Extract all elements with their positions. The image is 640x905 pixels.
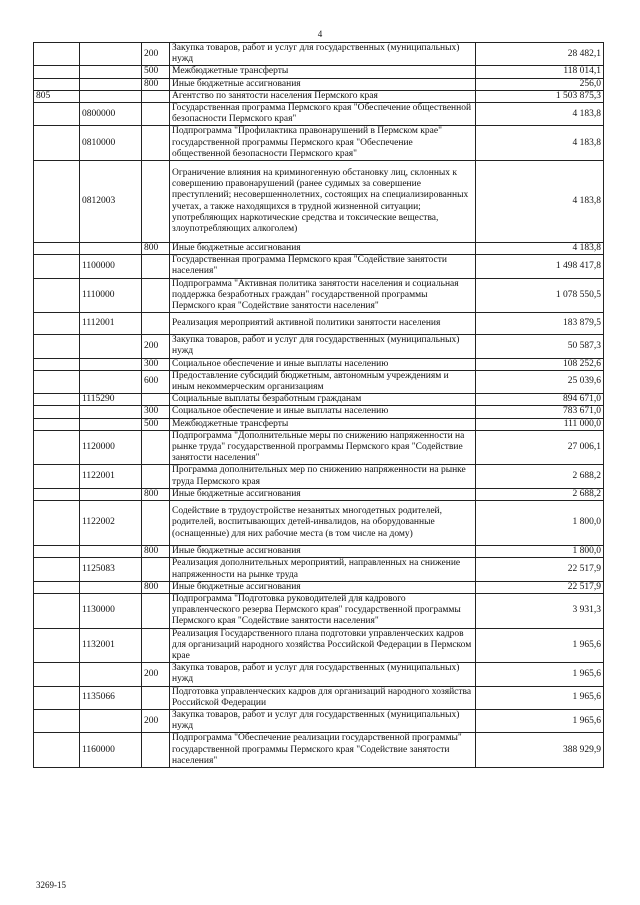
- expense-type: 500: [142, 66, 170, 78]
- expense-type: 800: [142, 546, 170, 558]
- amount: 1 965,6: [476, 686, 604, 709]
- table-row: [34, 418, 604, 430]
- amount: 50 587,3: [476, 335, 604, 358]
- item-name: Закупка товаров, работ и услуг для государственных (муниципальных) нужд: [170, 709, 476, 732]
- target-article: 1135066: [80, 686, 142, 709]
- target-article: 1120000: [80, 430, 142, 465]
- section-code: [34, 558, 80, 581]
- amount: 22 517,9: [476, 558, 604, 581]
- table-row: [34, 581, 604, 593]
- amount: 183 879,5: [476, 313, 604, 335]
- section-code: [34, 628, 80, 663]
- table-row: [34, 663, 604, 686]
- amount: 22 517,9: [476, 581, 604, 593]
- table-row: [34, 335, 604, 358]
- target-article: [80, 709, 142, 732]
- item-name: Иные бюджетные ассигнования: [170, 546, 476, 558]
- section-code: [34, 406, 80, 418]
- section-code: [34, 546, 80, 558]
- table-row: [34, 126, 604, 161]
- target-article: 1122001: [80, 465, 142, 488]
- table-row: [34, 733, 604, 768]
- item-name: Программа дополнительных мер по снижению напряженности на рынке труда Пермского края: [170, 465, 476, 488]
- expense-type: 500: [142, 418, 170, 430]
- amount: 4 183,8: [476, 103, 604, 126]
- amount: 256,0: [476, 78, 604, 90]
- item-name: Закупка товаров, работ и услуг для государственных (муниципальных) нужд: [170, 335, 476, 358]
- expense-type: [142, 501, 170, 546]
- table-row: [34, 546, 604, 558]
- amount: 1 503 875,3: [476, 90, 604, 102]
- expense-type: 800: [142, 243, 170, 255]
- expense-type: 300: [142, 358, 170, 370]
- expense-type: [142, 278, 170, 313]
- item-name: Подпрограмма "Профилактика правонарушений в Пермском крае" государственной программы Пермского края "Обеспечение общественной безопасности Пермского края": [170, 126, 476, 161]
- section-code: [34, 278, 80, 313]
- amount: 4 183,8: [476, 161, 604, 243]
- expense-type: 800: [142, 488, 170, 500]
- table-row: [34, 430, 604, 465]
- target-article: 0800000: [80, 103, 142, 126]
- target-article: 1112001: [80, 313, 142, 335]
- section-code: [34, 430, 80, 465]
- section-code: [34, 358, 80, 370]
- table-row: [34, 103, 604, 126]
- target-article: [80, 335, 142, 358]
- target-article: [80, 581, 142, 593]
- expense-type: [142, 733, 170, 768]
- table-row: [34, 161, 604, 243]
- section-code: [34, 161, 80, 243]
- amount: 1 965,6: [476, 663, 604, 686]
- item-name: Иные бюджетные ассигнования: [170, 243, 476, 255]
- section-code: [34, 394, 80, 406]
- item-name: Предоставление субсидий бюджетным, автономным учреждениям и иным некоммерческим организациям: [170, 370, 476, 393]
- item-name: Иные бюджетные ассигнования: [170, 78, 476, 90]
- table-row: [34, 488, 604, 500]
- target-article: 1110000: [80, 278, 142, 313]
- section-code: [34, 488, 80, 500]
- target-article: [80, 90, 142, 102]
- table-row: [34, 465, 604, 488]
- target-article: 0810000: [80, 126, 142, 161]
- expense-type: [142, 126, 170, 161]
- table-row: [34, 255, 604, 278]
- expense-type: [142, 394, 170, 406]
- section-code: [34, 709, 80, 732]
- target-article: 1130000: [80, 593, 142, 628]
- table-row: [34, 278, 604, 313]
- target-article: [80, 78, 142, 90]
- amount: 1 965,6: [476, 628, 604, 663]
- amount: 111 000,0: [476, 418, 604, 430]
- target-article: 0812003: [80, 161, 142, 243]
- item-name: Межбюджетные трансферты: [170, 418, 476, 430]
- item-name: Закупка товаров, работ и услуг для государственных (муниципальных) нужд: [170, 43, 476, 66]
- amount: 4 183,8: [476, 126, 604, 161]
- table-row: [34, 686, 604, 709]
- table-row: [34, 370, 604, 393]
- table-row: [34, 628, 604, 663]
- expense-type: 800: [142, 78, 170, 90]
- amount: 3 931,3: [476, 593, 604, 628]
- amount: 1 078 550,5: [476, 278, 604, 313]
- amount: 1 965,6: [476, 709, 604, 732]
- table-row: [34, 313, 604, 335]
- item-name: Социальное обеспечение и иные выплаты населению: [170, 406, 476, 418]
- section-code: [34, 686, 80, 709]
- item-name: Закупка товаров, работ и услуг для государственных (муниципальных) нужд: [170, 663, 476, 686]
- item-name: Социальные выплаты безработным гражданам: [170, 394, 476, 406]
- target-article: [80, 243, 142, 255]
- target-article: [80, 546, 142, 558]
- section-code: [34, 255, 80, 278]
- expense-type: [142, 465, 170, 488]
- target-article: [80, 663, 142, 686]
- amount: 28 482,1: [476, 43, 604, 66]
- item-name: Государственная программа Пермского края "Содействие занятости населения": [170, 255, 476, 278]
- target-article: [80, 66, 142, 78]
- section-code: [34, 733, 80, 768]
- section-code: [34, 78, 80, 90]
- section-code: [34, 593, 80, 628]
- amount: 1 498 417,8: [476, 255, 604, 278]
- target-article: 1122002: [80, 501, 142, 546]
- item-name: Ограничение влияния на криминогенную обстановку лиц, склонных к совершению правонарушений (ранее судимых за совершение преступлений; несовершеннолетних, состоящих на специализированных учетах, а также находящихся в трудной жизненной ситуации; употребляющих наркотические средства и токсические вещества, злоупотребляющих алкоголем): [170, 161, 476, 243]
- section-code: [34, 501, 80, 546]
- item-name: Подпрограмма "Активная политика занятости населения и социальная поддержка безработных граждан" государственной программы Пермского края "Содействие занятости населения": [170, 278, 476, 313]
- amount: 783 671,0: [476, 406, 604, 418]
- expense-type: [142, 593, 170, 628]
- item-name: Иные бюджетные ассигнования: [170, 581, 476, 593]
- expense-type: [142, 628, 170, 663]
- expense-type: [142, 430, 170, 465]
- expense-type: 200: [142, 663, 170, 686]
- section-code: [34, 663, 80, 686]
- target-article: 1132001: [80, 628, 142, 663]
- section-code: [34, 418, 80, 430]
- item-name: Подготовка управленческих кадров для организаций народного хозяйства Российской Федерации: [170, 686, 476, 709]
- item-name: Подпрограмма "Подготовка руководителей для кадрового управленческого резерва Пермского края" государственной программы Пермского края "Содействие занятости населения": [170, 593, 476, 628]
- item-name: Социальное обеспечение и иные выплаты населению: [170, 358, 476, 370]
- budget-table: [33, 42, 604, 768]
- amount: 25 039,6: [476, 370, 604, 393]
- expense-type: [142, 103, 170, 126]
- table-row: [34, 593, 604, 628]
- expense-type: [142, 558, 170, 581]
- target-article: [80, 418, 142, 430]
- expense-type: [142, 161, 170, 243]
- expense-type: [142, 686, 170, 709]
- table-row: [34, 78, 604, 90]
- item-name: Реализация дополнительных мероприятий, направленных на снижение напряженности на рынке труда: [170, 558, 476, 581]
- section-code: [34, 465, 80, 488]
- target-article: [80, 406, 142, 418]
- table-row: [34, 709, 604, 732]
- expense-type: [142, 90, 170, 102]
- item-name: Содействие в трудоустройстве незанятых многодетных родителей, родителей, воспитывающих детей-инвалидов, на оборудованные (оснащенные) для них рабочие места (в том числе на дому): [170, 501, 476, 546]
- section-code: [34, 581, 80, 593]
- table-row: [34, 43, 604, 66]
- target-article: [80, 43, 142, 66]
- amount: 1 800,0: [476, 546, 604, 558]
- table-row: [34, 394, 604, 406]
- section-code: [34, 370, 80, 393]
- amount: 388 929,9: [476, 733, 604, 768]
- target-article: [80, 358, 142, 370]
- amount: 4 183,8: [476, 243, 604, 255]
- section-code: [34, 335, 80, 358]
- amount: 27 006,1: [476, 430, 604, 465]
- target-article: [80, 370, 142, 393]
- amount: 2 688,2: [476, 488, 604, 500]
- item-name: Иные бюджетные ассигнования: [170, 488, 476, 500]
- expense-type: 200: [142, 709, 170, 732]
- expense-type: 300: [142, 406, 170, 418]
- item-name: Подпрограмма "Дополнительные меры по снижению напряженности на рынке труда" государственной программы Пермского края "Содействие занятости населения": [170, 430, 476, 465]
- target-article: [80, 488, 142, 500]
- section-code: [34, 103, 80, 126]
- item-name: Реализация мероприятий активной политики занятости населения: [170, 313, 476, 335]
- amount: 2 688,2: [476, 465, 604, 488]
- expense-type: 200: [142, 335, 170, 358]
- page-number: 4: [317, 29, 323, 39]
- section-code: [34, 126, 80, 161]
- amount: 894 671,0: [476, 394, 604, 406]
- amount: 108 252,6: [476, 358, 604, 370]
- target-article: 1115290: [80, 394, 142, 406]
- amount: 1 800,0: [476, 501, 604, 546]
- expense-type: [142, 255, 170, 278]
- expense-type: [142, 313, 170, 335]
- item-name: Подпрограмма "Обеспечение реализации государственной программы" государственной программы Пермского края "Содействие занятости населения": [170, 733, 476, 768]
- expense-type: 800: [142, 581, 170, 593]
- item-name: Межбюджетные трансферты: [170, 66, 476, 78]
- expense-type: 600: [142, 370, 170, 393]
- table-row: [34, 406, 604, 418]
- table-row: [34, 243, 604, 255]
- table-row: [34, 90, 604, 102]
- section-code: [34, 66, 80, 78]
- amount: 118 014,1: [476, 66, 604, 78]
- target-article: 1125083: [80, 558, 142, 581]
- item-name: Реализация Государственного плана подготовки управленческих кадров для организаций народного хозяйства Российской Федерации в Пермском крае: [170, 628, 476, 663]
- table-row: [34, 558, 604, 581]
- expense-type: 200: [142, 43, 170, 66]
- table-row: [34, 358, 604, 370]
- table-row: [34, 501, 604, 546]
- target-article: 1160000: [80, 733, 142, 768]
- item-name: Государственная программа Пермского края "Обеспечение общественной безопасности Пермского края": [170, 103, 476, 126]
- item-name: Агентство по занятости населения Пермского края: [170, 90, 476, 102]
- section-code: [34, 243, 80, 255]
- target-article: 1100000: [80, 255, 142, 278]
- section-code: [34, 43, 80, 66]
- section-code: 805: [34, 90, 80, 102]
- document-code: 3269-15: [36, 880, 66, 890]
- table-row: [34, 66, 604, 78]
- section-code: [34, 313, 80, 335]
